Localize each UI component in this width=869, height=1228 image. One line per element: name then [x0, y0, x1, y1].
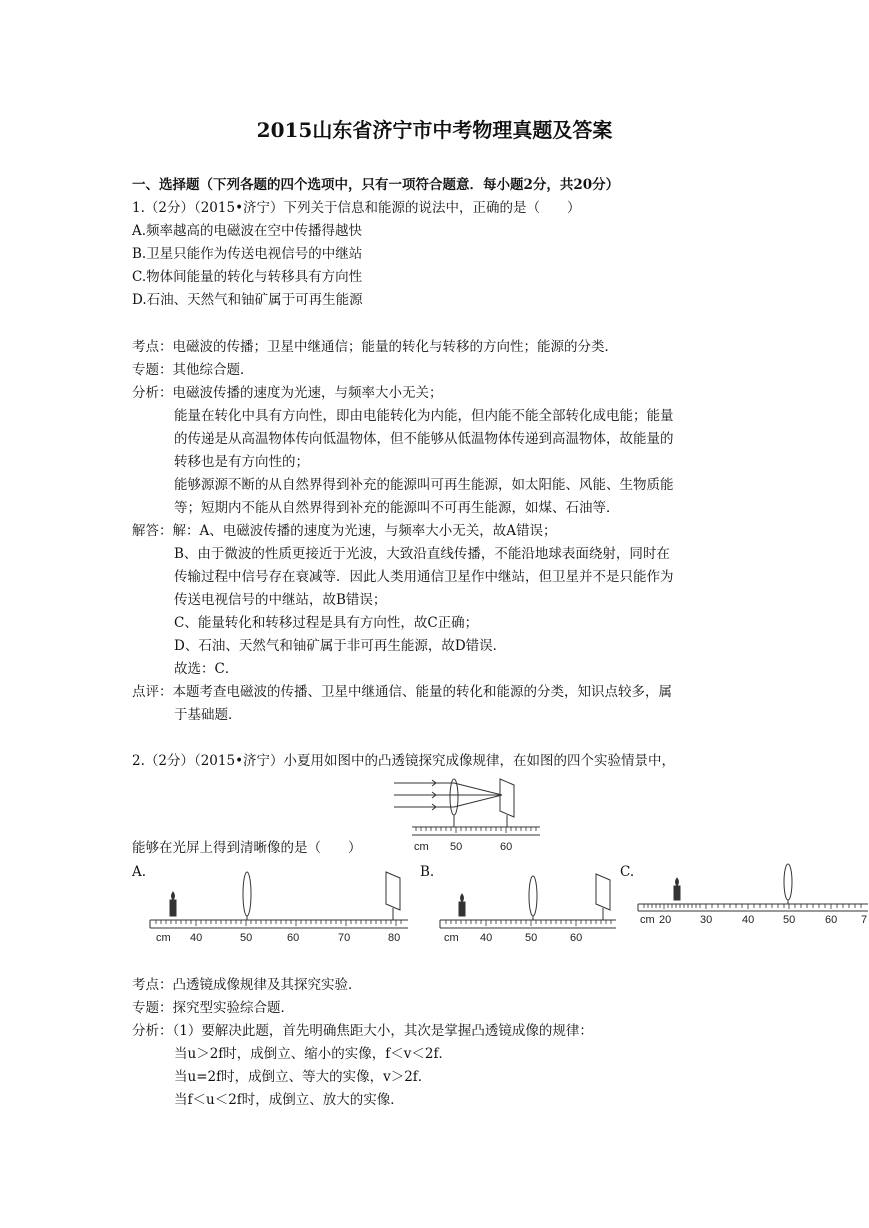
q1-fenxi-line: 能量在转化中具有方向性，即由电能转化为内能，但内能不能全部转化成电能；能量 [174, 408, 674, 424]
q2-option-c-label: C. [620, 864, 635, 880]
tick-label: 60 [570, 932, 583, 944]
tick-label: cm [444, 932, 459, 944]
q2-kaodian: 考点：凸透镜成像规律及其探究实验． [132, 977, 362, 993]
q1-fenxi-line: 能够源源不断的从自然界得到补充的能源叫可再生能源，如太阳能、风能、生物质能 [174, 477, 674, 493]
q1-option-a: A.频率越高的电磁波在空中传播得越快 [132, 223, 363, 239]
q2-option-a-label: A. [132, 864, 147, 880]
tick-label: cm [156, 932, 171, 944]
q1-jieda-line: 传输过程中信号存在衰减等．因此人类用通信卫星作中继站，但卫星并不是只能作为 [174, 569, 674, 585]
q2-option-b-label: B. [420, 864, 435, 880]
q2-figure-b [438, 868, 618, 944]
q2-figure-a [148, 868, 410, 944]
tick-label: 20 [659, 914, 672, 926]
q1-fenxi-line: 的传递是从高温物体传向低温物体，但不能够从低温物体传递到高温物体，故能量的 [174, 431, 674, 447]
tick-label: 60 [500, 841, 513, 853]
tick-label: 50 [525, 932, 538, 944]
q2-stem: 2.（2分）（2015•济宁）小夏用如图中的凸透镜探究成像规律，在如图的四个实验情景中， [132, 753, 676, 769]
q1-dianping-line: 点评：本题考查电磁波的传播、卫星中继通信、能量的转化和能源的分类，知识点较多，属 [132, 684, 672, 700]
q1-jieda-line: 解答：解：A、电磁波传播的速度为光速，与频率大小无关，故A错误； [132, 523, 557, 539]
q2-main-figure [392, 775, 542, 855]
q1-option-b: B.卫星只能作为传送电视信号的中继站 [132, 246, 363, 262]
tick-label: 50 [450, 841, 463, 853]
tick-label: 40 [480, 932, 493, 944]
tick-label: 30 [700, 914, 713, 926]
q2-fenxi-line: 当u＞2f时，成倒立、缩小的实像，f＜v＜2f． [174, 1046, 452, 1062]
q2-stem-2: 能够在光屏上得到清晰像的是（ ） [132, 840, 362, 856]
q1-stem: 1.（2分）（2015•济宁）下列关于信息和能源的说法中，正确的是（ ） [132, 200, 581, 216]
tick-label: cm [414, 841, 429, 853]
tick-label: 40 [742, 914, 755, 926]
q2-fenxi-line: 当u=2f时，成倒立、等大的实像，v＞2f． [174, 1069, 432, 1085]
tick-label: 60 [825, 914, 838, 926]
q1-fenxi-line: 转移也是有方向性的； [174, 454, 309, 470]
q1-dianping-line: 于基础题． [174, 707, 242, 723]
q1-zhuanti: 专题：其他综合题． [132, 362, 254, 378]
q1-kaodian: 考点：电磁波的传播；卫星中继通信；能量的转化与转移的方向性；能源的分类． [132, 339, 618, 355]
tick-label: cm [640, 914, 655, 926]
tick-label: 50 [783, 914, 796, 926]
q1-option-c: C.物体间能量的转化与转移具有方向性 [132, 269, 363, 285]
section-heading: 一、选择题（下列各题的四个选项中，只有一项符合题意．每小题2分，共20分） [132, 177, 620, 193]
tick-label: 7 [861, 914, 868, 926]
q1-fenxi-line: 等；短期内不能从自然界得到补充的能源叫不可再生能源，如煤、石油等． [174, 500, 620, 516]
q1-jieda-line: D、石油、天然气和铀矿属于非可再生能源，故D错误． [174, 638, 507, 654]
q2-fenxi-line: 当f＜u＜2f时，成倒立、放大的实像． [174, 1092, 404, 1108]
q2-zhuanti: 专题：探究型实验综合题． [132, 1000, 294, 1016]
q1-jieda-line: 传送电视信号的中继站，故B错误； [174, 592, 387, 608]
tick-label: 70 [338, 932, 351, 944]
q1-option-d: D.石油、天然气和铀矿属于可再生能源 [132, 292, 363, 308]
page-title: 2015山东省济宁市中考物理真题及答案 [256, 118, 613, 142]
tick-label: 60 [287, 932, 300, 944]
q1-jieda-line: B、由于微波的性质更接近于光波，大致沿直线传播，不能沿地球表面绕射，同时在 [174, 546, 670, 562]
tick-label: 40 [190, 932, 203, 944]
q1-jieda-line: C、能量转化和转移过程是具有方向性，故C正确； [174, 615, 479, 631]
tick-label: 80 [388, 932, 401, 944]
q1-fenxi-line: 分析：电磁波传播的速度为光速，与频率大小无关； [132, 385, 443, 401]
q2-figure-c [636, 862, 868, 928]
q1-jieda-line: 故选：C． [174, 661, 239, 677]
q2-fenxi-line: 分析：（1）要解决此题，首先明确焦距大小，其次是掌握凸透镜成像的规律： [132, 1023, 593, 1039]
tick-label: 50 [240, 932, 253, 944]
